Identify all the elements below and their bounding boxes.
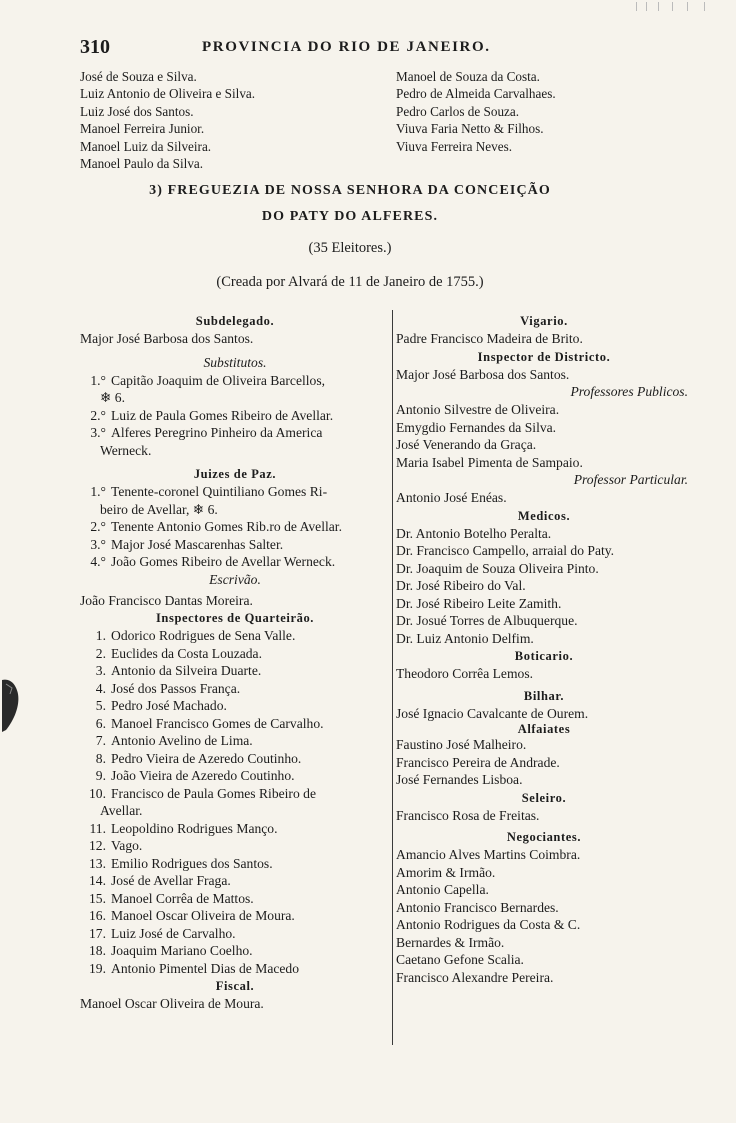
name-line: Dr. Francisco Campello, arraial do Paty. <box>396 543 615 558</box>
entry-number: 1.° <box>90 372 106 388</box>
entry-text: José de Avellar Fraga. <box>111 873 231 888</box>
name-line: Manoel de Souza da Costa. <box>396 69 540 84</box>
running-title: PROVINCIA DO RIO DE JANEIRO. <box>202 39 491 55</box>
heading-subdelegado: Subdelegado. <box>195 314 275 328</box>
entry-text: Antonio da Silveira Duarte. <box>111 663 262 678</box>
name-line: Amancio Alves Martins Coimbra. <box>396 847 581 862</box>
name-line: Manoel Luiz da Silveira. <box>80 138 212 154</box>
section-title-line2: DO PATY DO ALFERES. <box>261 209 439 224</box>
name-line: Dr. Antonio Botelho Peralta. <box>396 525 552 541</box>
entry-number: 7. <box>95 733 106 748</box>
name-line: Antonio Capella. <box>396 882 489 897</box>
heading-escrivao: Escrivão. <box>209 571 261 587</box>
name-line: Manoel Ferreira Junior. <box>80 121 205 137</box>
name-line: Dr. José Ribeiro Leite Zamith. <box>396 595 562 611</box>
name-line: Viuva Ferreira Neves. <box>396 138 513 154</box>
name-line: Dr. José Ribeiro do Val. <box>396 578 526 593</box>
numbered-entry <box>80 855 390 873</box>
numbered-entry <box>80 890 390 908</box>
entry-text: Manoel Francisco Gomes de Carvalho. <box>111 715 324 731</box>
entry-text: Tenente Antonio Gomes Rib.ro de Avellar. <box>111 519 342 534</box>
entry-text: Francisco de Paula Gomes Ribeiro de <box>111 785 316 801</box>
entry-number: 16. <box>89 908 106 923</box>
numbered-entry <box>80 553 390 571</box>
heading-substitutos: Substitutos. <box>203 354 267 370</box>
name-line: Antonio Francisco Bernardes. <box>396 899 559 915</box>
heading-professor-particular: Professor Particular. <box>573 472 688 487</box>
entry-text: José dos Passos França. <box>111 680 241 696</box>
page-header <box>80 36 600 60</box>
heading-negociantes: Negociantes. <box>506 830 582 844</box>
entry-continuation: beiro de Avellar, ❄ 6. <box>100 501 218 517</box>
numbered-entry <box>80 518 390 536</box>
entry-number: 6. <box>95 715 106 731</box>
name-line: Amorim & Irmão. <box>396 864 496 880</box>
entry-text: Odorico Rodrigues de Sena Valle. <box>111 628 296 643</box>
entry-number: 2. <box>95 645 106 661</box>
numbered-entry <box>80 925 390 943</box>
entry-number: 4. <box>95 680 106 696</box>
name-line: Caetano Gefone Scalia. <box>396 952 524 967</box>
name-line: Pedro Carlos de Souza. <box>396 103 520 119</box>
entry-continuation: ❄ 6. <box>100 390 125 405</box>
entry-text: Leopoldino Rodrigues Manço. <box>111 820 278 836</box>
seleiro-name: Francisco Rosa de Freitas. <box>396 807 540 823</box>
numbered-entry <box>80 662 390 680</box>
name-line: Viuva Faria Netto & Filhos. <box>396 121 544 137</box>
name-line: Dr. Josué Torres de Albuquerque. <box>396 613 578 628</box>
professores-list <box>396 401 692 471</box>
numbered-entry <box>80 750 390 768</box>
entry-number: 3.° <box>90 536 106 552</box>
heading-juizes-de-paz: Juizes de Paz. <box>193 467 277 481</box>
entry-text: Manoel Oscar Oliveira de Moura. <box>111 908 295 923</box>
heading-seleiro: Seleiro. <box>521 790 567 805</box>
creation-note: (Creada por Alvará de 11 de Janeiro de 1755.) <box>216 274 484 290</box>
heading-inspectores: Inspectores de Quarteirão. <box>155 611 315 625</box>
entry-continuation: Avellar. <box>100 803 143 818</box>
name-line: Bernardes & Irmão. <box>396 934 505 950</box>
name-line: José de Souza e Silva. <box>80 69 197 84</box>
entry-number: 3. <box>95 663 106 678</box>
entry-text: Alferes Peregrino Pinheiro da America <box>111 425 323 440</box>
entry-text: João Vieira de Azeredo Coutinho. <box>111 768 295 783</box>
entry-text: João Gomes Ribeiro de Avellar Werneck. <box>111 554 336 569</box>
numbered-entry <box>80 407 390 425</box>
entry-text: Luiz de Paula Gomes Ribeiro de Avellar. <box>111 407 334 423</box>
entry-text: Capitão Joaquim de Oliveira Barcellos, <box>111 372 326 388</box>
name-line: Francisco Pereira de Andrade. <box>396 754 560 770</box>
subdelegado-name: Major José Barbosa dos Santos. <box>80 331 254 346</box>
entry-number: 1.° <box>90 484 106 499</box>
entry-number: 4.° <box>90 554 106 569</box>
name-line: Antonio Rodrigues da Costa & C. <box>396 917 581 932</box>
entry-number: 10. <box>89 785 106 801</box>
electors-count: (35 Eleitores.) <box>308 240 392 256</box>
entry-text: Euclides da Costa Louzada. <box>111 645 262 661</box>
fiscal-name: Manoel Oscar Oliveira de Moura. <box>80 996 264 1011</box>
heading-vigario: Vigario. <box>520 314 568 328</box>
entry-text: Pedro Vieira de Azeredo Coutinho. <box>111 750 302 766</box>
entry-number: 19. <box>89 960 106 976</box>
numbered-entry <box>80 872 390 890</box>
entry-text: Pedro José Machado. <box>111 698 227 713</box>
name-line: Luiz José dos Santos. <box>80 103 194 119</box>
entry-number: 3.° <box>90 425 106 440</box>
numbered-entry <box>80 680 390 698</box>
continued-list-left <box>80 68 380 172</box>
numbered-entry <box>80 536 390 554</box>
entry-text: Major José Mascarenhas Salter. <box>111 536 284 552</box>
entry-number: 2.° <box>90 519 106 534</box>
escrivao-name: João Francisco Dantas Moreira. <box>80 592 253 608</box>
name-line: Antonio Silvestre de Oliveira. <box>396 402 560 417</box>
entry-text: Vago. <box>111 838 143 853</box>
numbered-entry <box>80 785 390 803</box>
entry-number: 15. <box>89 890 106 906</box>
numbered-entry <box>80 645 390 663</box>
entry-text: Emilio Rodrigues dos Santos. <box>111 855 273 871</box>
inspectores-list <box>80 627 390 977</box>
numbered-entry <box>80 424 390 442</box>
entry-text: Antonio Avelino de Lima. <box>111 733 253 748</box>
entry-text: Antonio Pimentel Dias de Macedo <box>111 960 300 976</box>
entry-number: 14. <box>89 873 106 888</box>
name-line: Dr. Joaquim de Souza Oliveira Pinto. <box>396 560 599 576</box>
numbered-entry <box>80 837 390 855</box>
numbered-entry <box>80 767 390 785</box>
entry-number: 13. <box>89 855 106 871</box>
entry-number: 2.° <box>90 407 106 423</box>
negociantes-list <box>396 846 692 986</box>
vigario-name: Padre Francisco Madeira de Brito. <box>396 331 583 346</box>
heading-fiscal: Fiscal. <box>215 979 255 993</box>
numbered-entry <box>80 960 390 978</box>
name-line: Francisco Alexandre Pereira. <box>396 969 554 985</box>
name-line: Manoel Paulo da Silva. <box>80 156 204 172</box>
entry-number: 8. <box>95 750 106 766</box>
numbered-entry <box>80 820 390 838</box>
entry-continuation: Werneck. <box>100 442 152 458</box>
numbered-entry <box>80 942 390 960</box>
boticario-name: Theodoro Corrêa Lemos. <box>396 666 534 681</box>
professor-particular-name: Antonio José Enéas. <box>396 490 507 505</box>
substitutos-list <box>80 372 390 460</box>
binding-mark <box>0 676 22 734</box>
heading-bilhar: Bilhar. <box>523 688 565 703</box>
entry-number: 11. <box>89 820 106 836</box>
bilhar-name: José Ignacio Cavalcante de Ourem. <box>396 705 589 721</box>
entry-number: 9. <box>95 768 106 783</box>
numbered-entry <box>80 732 390 750</box>
heading-boticario: Boticario. <box>514 649 574 663</box>
entry-number: 12. <box>89 838 106 853</box>
section-title-line1: 3) FREGUEZIA DE NOSSA SENHORA DA CONCEIÇÃO <box>149 183 551 198</box>
entry-number: 1. <box>95 628 106 643</box>
page-number: 310 <box>80 36 110 58</box>
print-specks <box>632 0 722 16</box>
entry-number: 17. <box>89 925 106 941</box>
numbered-entry <box>80 697 390 715</box>
entry-text: Tenente-coronel Quintiliano Gomes Ri- <box>111 484 328 499</box>
alfaiates-list <box>396 736 692 789</box>
numbered-entry <box>80 627 390 645</box>
inspector-districto-name: Major José Barbosa dos Santos. <box>396 366 570 382</box>
entry-text: Manoel Corrêa de Mattos. <box>111 890 254 906</box>
name-line: José Venerando da Graça. <box>396 437 537 452</box>
numbered-entry <box>80 483 390 501</box>
heading-inspector-districto: Inspector de Districto. <box>477 349 611 364</box>
entry-text: Joaquim Mariano Coelho. <box>111 943 253 958</box>
entry-text: Luiz José de Carvalho. <box>111 925 236 941</box>
name-line: José Fernandes Lisboa. <box>396 772 523 787</box>
name-line: Dr. Luiz Antonio Delfim. <box>396 630 534 646</box>
heading-medicos: Medicos. <box>517 508 571 523</box>
juizes-list <box>80 483 390 571</box>
right-column <box>396 312 692 986</box>
numbered-entry <box>80 372 390 390</box>
continued-list-right <box>396 68 626 155</box>
entry-number: 18. <box>89 943 106 958</box>
medicos-list <box>396 525 692 648</box>
heading-professores-publicos: Professores Publicos. <box>570 384 688 399</box>
name-line: Pedro de Almeida Carvalhaes. <box>396 86 556 102</box>
left-column <box>80 312 390 1013</box>
numbered-entry <box>80 907 390 925</box>
name-line: Luiz Antonio de Oliveira e Silva. <box>80 86 256 102</box>
name-line: Faustino José Malheiro. <box>396 737 527 752</box>
name-line: Maria Isabel Pimenta de Sampaio. <box>396 454 583 470</box>
heading-alfaiates: Alfaiates <box>517 722 571 736</box>
column-divider <box>392 310 393 1045</box>
entry-number: 5. <box>95 698 106 713</box>
numbered-entry <box>80 715 390 733</box>
name-line: Emygdio Fernandes da Silva. <box>396 419 557 435</box>
